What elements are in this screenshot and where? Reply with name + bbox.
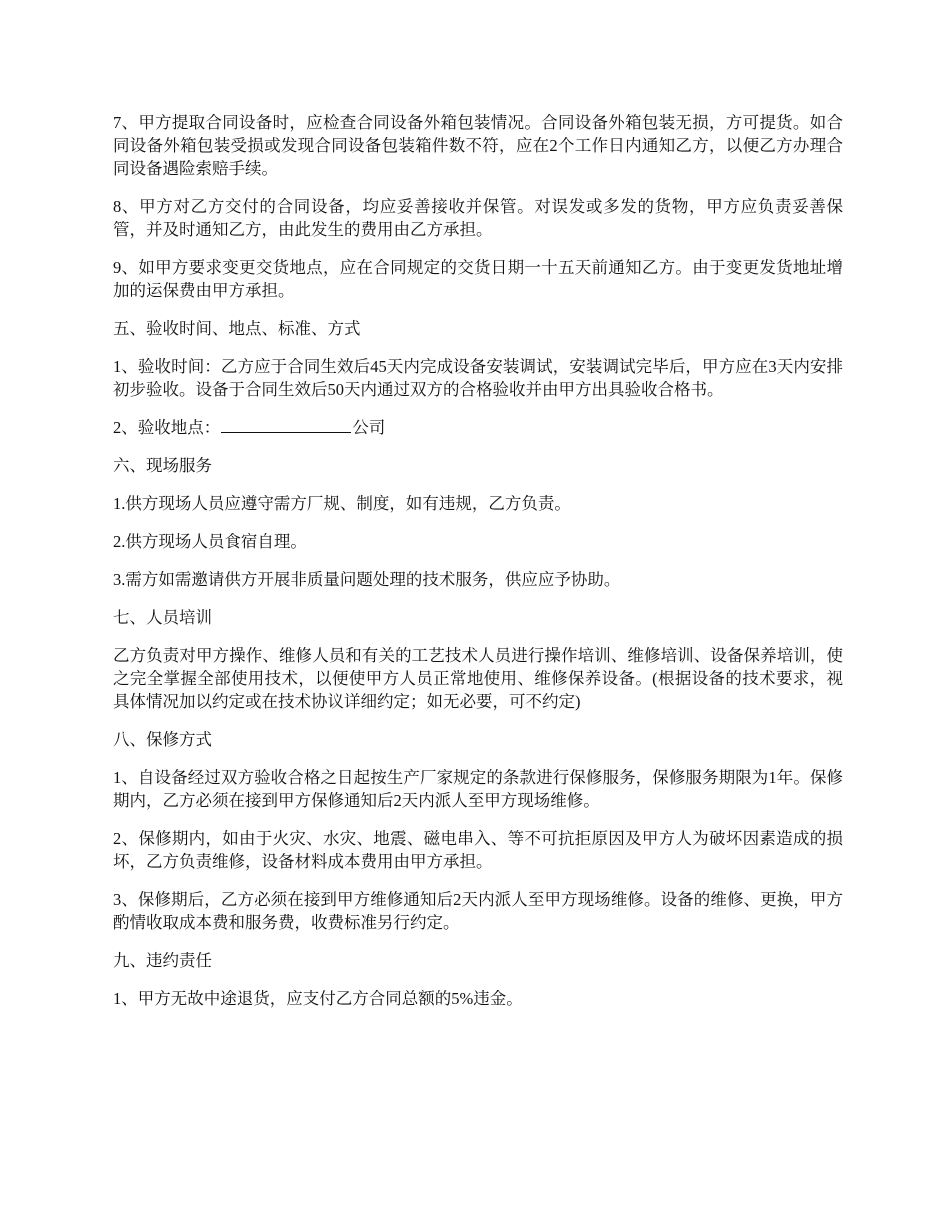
training-paragraph: 乙方负责对甲方操作、维修人员和有关的工艺技术人员进行操作培训、维修培训、设备保养培训，使之完全掌握全部使用技术，以便使甲方人员正常地使用、维修保养设备。(根据设备的技术要求，视具体情况加以约定或在技术协议详细约定；如无必要，可不约定): [113, 646, 843, 711]
section-9-heading: 九、违约责任: [113, 951, 212, 970]
onsite-service-3: 3.需方如需邀请供方开展非质量问题处理的技术服务，供应应予协助。: [113, 570, 621, 589]
section-8-heading: 八、保修方式: [113, 730, 212, 749]
section-6-heading: 六、现场服务: [113, 456, 212, 475]
acceptance-place-label: 2、验收地点：: [113, 418, 221, 437]
warranty-3: 3、保修期后，乙方必须在接到甲方维修通知后2天内派人至甲方现场维修。设备的维修、更换，甲方酌情收取成本费和服务费，收费标准另行约定。: [113, 890, 843, 932]
clause-9-delivery-change: 9、如甲方要求变更交货地点，应在合同规定的交货日期一十五天前通知乙方。由于变更发货地址增加的运保费由甲方承担。: [113, 258, 843, 300]
acceptance-place-suffix: 公司: [352, 418, 386, 437]
acceptance-place: [113, 416, 843, 439]
section-5-heading: 五、验收时间、地点、标准、方式: [113, 319, 361, 338]
clause-8-storage: 8、甲方对乙方交付的合同设备，均应妥善接收并保管。对误发或多发的货物，甲方应负责妥善保管，并及时通知乙方，由此发生的费用由乙方承担。: [113, 197, 843, 239]
document-body: [113, 111, 843, 1025]
warranty-1: 1、自设备经过双方验收合格之日起按生产厂家规定的条款进行保修服务，保修服务期限为1年。保修期内，乙方必须在接到甲方保修通知后2天内派人至甲方现场维修。: [113, 768, 843, 810]
section-7-heading: 七、人员培训: [113, 608, 212, 627]
acceptance-time: 1、验收时间：乙方应于合同生效后45天内完成设备安装调试，安装调试完毕后，甲方应在3天内安排初步验收。设备于合同生效后50天内通过双方的合格验收并由甲方出具验收合格书。: [113, 357, 843, 399]
acceptance-place-blank: [221, 416, 351, 433]
breach-1: 1、甲方无故中途退货，应支付乙方合同总额的5%违金。: [113, 989, 523, 1008]
warranty-2: 2、保修期内，如由于火灾、水灾、地震、磁电串入、等不可抗拒原因及甲方人为破坏因素造成的损坏，乙方负责维修，设备材料成本费用由甲方承担。: [113, 829, 843, 871]
clause-7-inspection: 7、甲方提取合同设备时，应检查合同设备外箱包装情况。合同设备外箱包装无损，方可提货。如合同设备外箱包装受损或发现合同设备包装箱件数不符，应在2个工作日内通知乙方，以便乙方办理合同设备遇险索赔手续。: [113, 113, 843, 178]
onsite-service-2: 2.供方现场人员食宿自理。: [113, 532, 307, 551]
onsite-service-1: 1.供方现场人员应遵守需方厂规、制度，如有违规，乙方负责。: [113, 494, 571, 513]
